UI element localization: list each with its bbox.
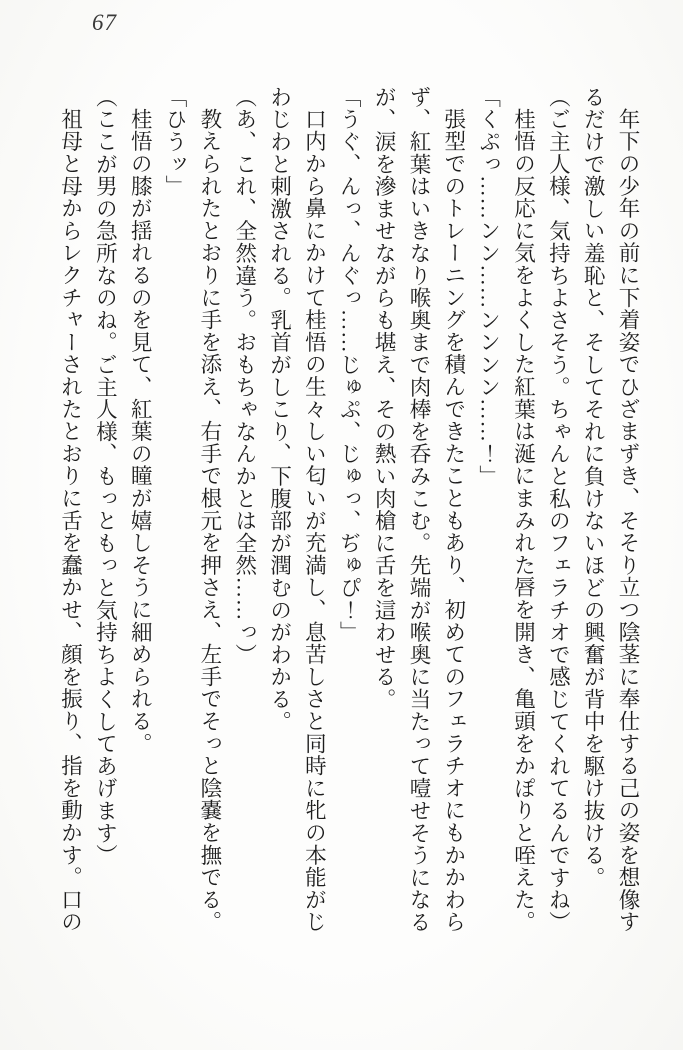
text-line: 口内から鼻にかけて桂悟の生々しい匂いが充満し、息苦しさと同時に牝の本能がじ <box>302 107 327 933</box>
vertical-text-block <box>52 86 645 1026</box>
text-line: （ご主人様、気持ちよさそう。ちゃんと私のフェラチオで感じてくれてるんですね） <box>546 86 571 934</box>
text-line: 張型でのトレーニングを積んできたこともあり、初めてのフェラチオにもかかわら <box>441 107 466 933</box>
text-line: るだけで激しい羞恥と、そしてそれに負けないほどの興奮が背中を駆け抜ける。 <box>581 86 606 889</box>
text-line: 年下の少年の前に下着姿でひざまずき、そそり立つ陰茎に奉仕する己の姿を想像す <box>616 107 640 933</box>
text-line: わじわと刺激される。乳首がしこり、下腹部が潤むのがわかる。 <box>267 86 292 733</box>
text-line: 「うぐ、んっ、んぐっ……じゅぷ、じゅっ、ぢゅぴ！」 <box>337 86 362 644</box>
page-number: 67 <box>92 10 117 35</box>
text-line: が、涙を滲ませながらも堪え、その熱い肉槍に舌を這わせる。 <box>372 86 397 711</box>
text-line: 教えられたとおりに手を添え、右手で根元を押さえ、左手でそっと陰嚢を撫でる。 <box>197 107 222 933</box>
text-line: ず、紅葉はいきなり喉奥まで肉棒を呑みこむ。先端が喉奥に当たって噎せそうになる <box>406 86 431 934</box>
text-line: （あ、これ、全然違う。おもちゃなんかとは全然……っ） <box>232 86 257 666</box>
text-line: 「ひうッ」 <box>163 86 188 198</box>
text-line: 祖母と母からレクチャーされたとおりに舌を蠢かせ、顔を振り、指を動かす。口の <box>58 107 83 933</box>
text-line: 「くぷっ……ンン……ンンンン……！」 <box>476 86 501 488</box>
text-line: 桂悟の反応に気をよくした紅葉は涎にまみれた唇を開き、亀頭をかぽりと咥えた。 <box>511 107 536 933</box>
text-line: 桂悟の膝が揺れるのを見て、紅葉の瞳が嬉しそうに細められる。 <box>128 107 153 755</box>
text-line: （ここが男の急所なのね。ご主人様、もっともっと気持ちよくしてあげます） <box>93 86 118 867</box>
